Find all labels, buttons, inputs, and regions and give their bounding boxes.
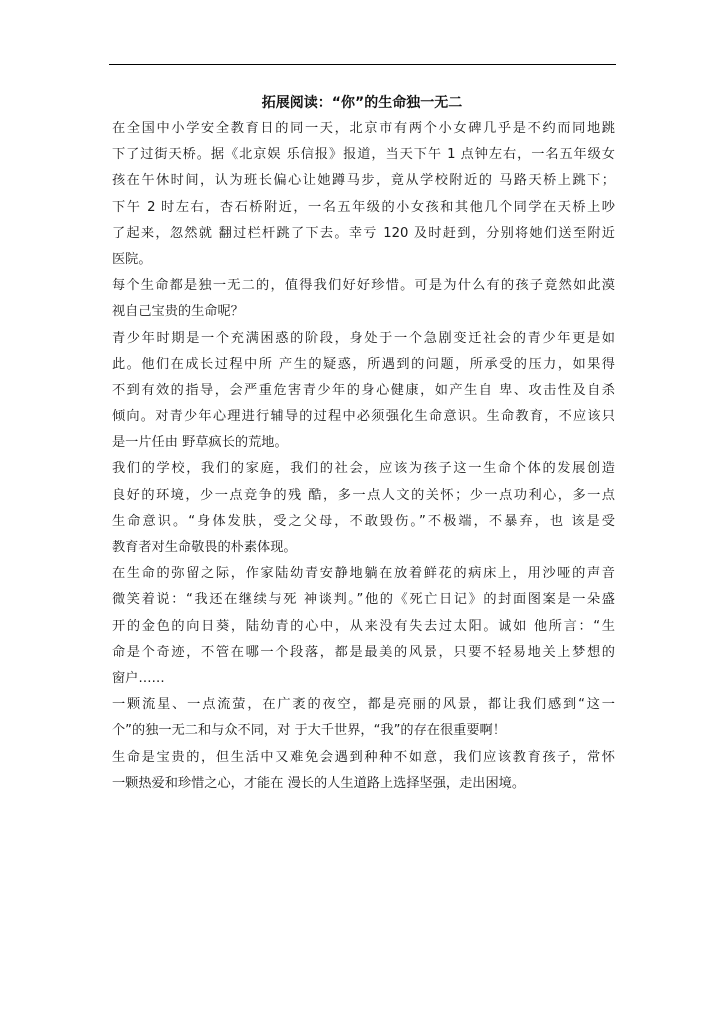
text-line: 窗户……	[112, 670, 165, 686]
text-line: 下了过街天桥。据《北京娱 乐信报》报道，当天下午 1 点钟左右，一名五年级女	[112, 147, 615, 163]
article-title: 拓展阅读：“你”的生命独一无二	[261, 95, 463, 111]
text-line: 此。他们在成长过程中所 产生的疑惑，所遇到的问题，所承受的压力，如果得	[112, 356, 615, 372]
paragraph-3	[112, 326, 615, 457]
text-line: 不到有效的指导，会严重危害青少年的身心健康，如产生自 卑、攻击性及自杀	[112, 382, 615, 398]
text-line: 生命是宝贵的，但生活中又难免会遇到种种不如意，我们应该教育孩子，常怀	[112, 749, 615, 765]
paragraph-7	[112, 745, 615, 797]
text-line: 生命意识。“身体发肤，受之父母，不敢毁伤。”不极端，不暴弃，也 该是受	[112, 513, 615, 529]
header-rule	[109, 64, 616, 65]
text-line: 微笑着说：“我还在继续与死 神谈判。”他的《死亡日记》的封面图案是一朵盛	[112, 592, 615, 608]
paragraph-1	[112, 116, 615, 273]
text-line: 青少年时期是一个充满困惑的阶段，身处于一个急剧变迁社会的青少年更是如	[112, 330, 615, 346]
text-line: 一颗流星、一点流萤，在广袤的夜空，都是亮丽的风景，都让我们感到“这一	[112, 697, 615, 713]
text-line: 良好的环境，少一点竞争的残 酷，多一点人文的关怀；少一点功利心，多一点	[112, 487, 615, 503]
text-line: 我们的学校，我们的家庭，我们的社会，应该为孩子这一生命个体的发展创造	[112, 461, 615, 477]
text-line: 了起来，忽然就 翻过栏杆跳了下去。幸亏 120 及时赶到，分别将她们送至附近	[112, 225, 615, 241]
text-line: 下午 2 时左右，杏石桥附近，一名五年级的小女孩和其他几个同学在天桥上吵	[112, 199, 615, 215]
text-line: 医院。	[112, 251, 152, 267]
paragraph-6	[112, 692, 615, 744]
paragraph-4	[112, 456, 615, 561]
text-line: 视自己宝贵的生命呢？	[112, 304, 244, 320]
text-line: 教育者对生命敬畏的朴素体现。	[112, 540, 297, 555]
paragraph-2	[112, 273, 615, 325]
text-line: 每个生命都是独一无二的，值得我们好好珍惜。可是为什么有的孩子竟然如此漠	[112, 278, 615, 294]
text-line: 倾向。对青少年心理进行辅导的过程中必须强化生命意识。生命教育，不应该只	[112, 409, 615, 425]
text-line: 孩在午休时间，认为班长偏心让她蹲马步，竟从学校附近的 马路天桥上跳下；	[112, 173, 615, 189]
text-line: 是一片任由 野草疯长的荒地。	[112, 435, 288, 451]
paragraph-5	[112, 561, 615, 692]
text-line: 在生命的弥留之际，作家陆幼青安静地躺在放着鲜花的病床上，用沙哑的声音	[112, 566, 615, 582]
article-body	[112, 116, 615, 797]
text-line: 命是个奇迹，不管在哪一个段落，都是最美的风景，只要不轻易地关上梦想的	[112, 644, 615, 660]
text-line: 个”的独一无二和与众不同，对 于大千世界，“我”的存在很重要啊！	[112, 723, 506, 739]
text-line: 一颗热爱和珍惜之心，才能在 漫长的人生道路上选择坚强，走出困境。	[112, 775, 526, 791]
text-line: 在全国中小学安全教育日的同一天，北京市有两个小女碑几乎是不约而同地跳	[112, 121, 615, 136]
text-line: 开的金色的向日葵，陆幼青的心中，从来没有失去过太阳。诚如 他所言：“生	[112, 618, 615, 634]
